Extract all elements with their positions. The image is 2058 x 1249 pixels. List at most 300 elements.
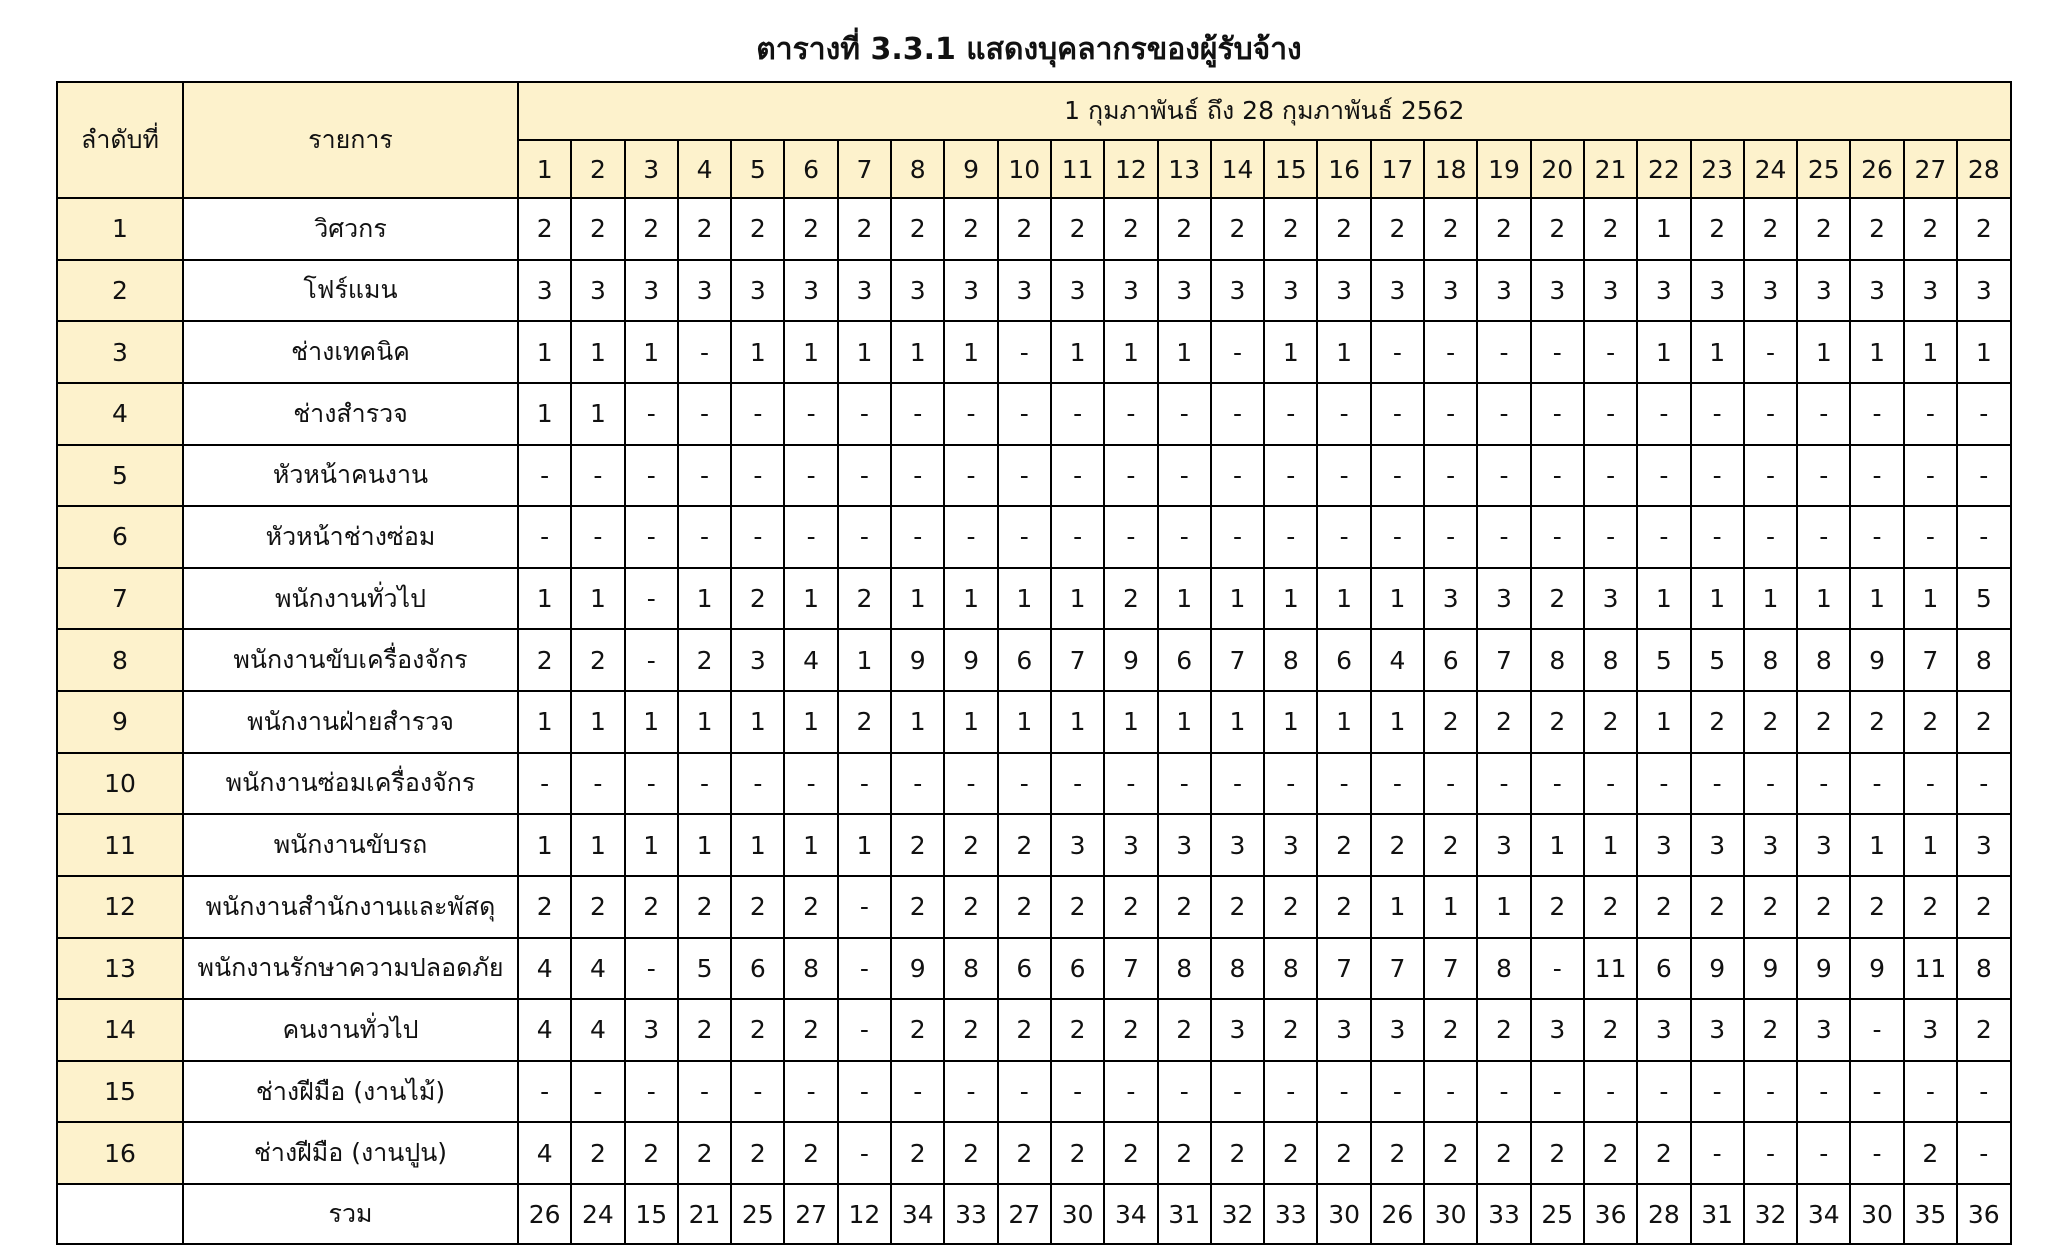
day-value-cell: 3 [731, 629, 784, 691]
day-value-cell: 8 [1957, 938, 2011, 1000]
day-value-cell: - [1584, 1061, 1637, 1123]
day-value-cell: 2 [1584, 1122, 1637, 1184]
day-value-cell: - [1850, 445, 1903, 507]
day-value-cell: 1 [518, 383, 571, 445]
day-value-cell: - [784, 753, 837, 815]
day-value-cell: 2 [838, 198, 891, 260]
day-value-cell: - [1477, 383, 1530, 445]
day-value-cell: 3 [1531, 999, 1584, 1061]
day-value-cell: 1 [1317, 568, 1370, 630]
day-value-cell: - [1797, 753, 1850, 815]
day-value-cell: - [1904, 1061, 1957, 1123]
day-value-cell: 2 [678, 999, 731, 1061]
day-value-cell: 1 [1211, 691, 1264, 753]
day-value-cell: 3 [838, 260, 891, 322]
day-value-cell: 2 [944, 999, 997, 1061]
day-value-cell: - [1637, 383, 1690, 445]
day-value-cell: 1 [1904, 321, 1957, 383]
day-value-cell: 5 [678, 938, 731, 1000]
day-value-cell: 1 [1104, 321, 1157, 383]
day-value-cell: 1 [518, 568, 571, 630]
day-value-cell: 2 [944, 876, 997, 938]
day-value-cell: 3 [1158, 260, 1211, 322]
day-value-cell: 3 [1637, 814, 1690, 876]
day-value-cell: - [1957, 445, 2011, 507]
day-header: 17 [1371, 140, 1424, 198]
row-name: พนักงานสำนักงานและพัสดุ [183, 876, 518, 938]
row-name: ช่างสำรวจ [183, 383, 518, 445]
day-value-cell: 2 [1477, 198, 1530, 260]
day-value-cell: 3 [998, 260, 1051, 322]
day-header: 9 [944, 140, 997, 198]
day-value-cell: 2 [571, 876, 624, 938]
day-value-cell: - [678, 445, 731, 507]
day-value-cell: - [1264, 383, 1317, 445]
day-value-cell: - [1424, 321, 1477, 383]
day-value-cell: 3 [1211, 260, 1264, 322]
day-value-cell: 1 [1637, 198, 1690, 260]
day-value-cell: 2 [1904, 198, 1957, 260]
day-value-cell: 1 [731, 814, 784, 876]
day-value-cell: 2 [1424, 691, 1477, 753]
day-value-cell: - [1797, 1061, 1850, 1123]
day-value-cell: 2 [838, 568, 891, 630]
day-value-cell: 2 [731, 568, 784, 630]
day-value-cell: 2 [1691, 198, 1744, 260]
day-value-cell: - [1104, 445, 1157, 507]
day-value-cell: 1 [891, 568, 944, 630]
day-value-cell: 2 [1158, 876, 1211, 938]
day-value-cell: 2 [1531, 568, 1584, 630]
day-value-cell: 3 [1211, 814, 1264, 876]
day-value-cell: - [784, 1061, 837, 1123]
day-value-cell: - [1317, 506, 1370, 568]
day-value-cell: - [1691, 506, 1744, 568]
table-row [57, 260, 2011, 322]
day-value-cell: 2 [1477, 691, 1530, 753]
day-value-cell: - [944, 753, 997, 815]
day-header: 26 [1850, 140, 1903, 198]
day-value-cell: 9 [1104, 629, 1157, 691]
day-value-cell: 1 [1371, 876, 1424, 938]
day-value-cell: - [1584, 383, 1637, 445]
day-header: 20 [1531, 140, 1584, 198]
day-value-cell: 2 [1371, 1122, 1424, 1184]
total-value-cell: 31 [1158, 1184, 1211, 1244]
day-value-cell: 2 [625, 198, 678, 260]
day-value-cell: - [1317, 445, 1370, 507]
row-number: 12 [57, 876, 183, 938]
row-name: โฟร์แมน [183, 260, 518, 322]
day-value-cell: 2 [625, 1122, 678, 1184]
row-number: 8 [57, 629, 183, 691]
day-value-cell: 3 [1797, 999, 1850, 1061]
day-value-cell: - [1904, 506, 1957, 568]
day-value-cell: - [1531, 753, 1584, 815]
day-value-cell: 3 [1317, 260, 1370, 322]
day-value-cell: - [944, 383, 997, 445]
day-value-cell: 8 [1957, 629, 2011, 691]
day-value-cell: 2 [1264, 999, 1317, 1061]
day-value-cell: 2 [891, 814, 944, 876]
day-value-cell: 4 [784, 629, 837, 691]
day-value-cell: 1 [1691, 321, 1744, 383]
day-value-cell: 8 [1264, 629, 1317, 691]
day-value-cell: 3 [1637, 999, 1690, 1061]
day-value-cell: 1 [1264, 691, 1317, 753]
day-header: 21 [1584, 140, 1637, 198]
day-value-cell: 1 [571, 321, 624, 383]
day-value-cell: 2 [1424, 1122, 1477, 1184]
day-value-cell: 2 [1211, 876, 1264, 938]
day-value-cell: 1 [1797, 321, 1850, 383]
day-value-cell: 9 [1691, 938, 1744, 1000]
day-value-cell: 7 [1477, 629, 1530, 691]
day-value-cell: 6 [998, 938, 1051, 1000]
day-value-cell: 2 [1797, 691, 1850, 753]
day-value-cell: 1 [944, 568, 997, 630]
period-header: 1 กุมภาพันธ์ ถึง 28 กุมภาพันธ์ 2562 [518, 82, 2011, 140]
day-value-cell: 9 [944, 629, 997, 691]
day-value-cell: 2 [1051, 198, 1104, 260]
day-value-cell: 3 [1317, 999, 1370, 1061]
day-value-cell: 2 [1744, 999, 1797, 1061]
total-value-cell: 30 [1850, 1184, 1903, 1244]
day-value-cell: 2 [1264, 198, 1317, 260]
day-value-cell: 3 [571, 260, 624, 322]
total-value-cell: 27 [784, 1184, 837, 1244]
day-value-cell: 2 [838, 691, 891, 753]
total-value-cell: 34 [891, 1184, 944, 1244]
day-value-cell: 2 [1744, 691, 1797, 753]
day-value-cell: 3 [891, 260, 944, 322]
day-value-cell: - [1744, 445, 1797, 507]
day-value-cell: 1 [1051, 321, 1104, 383]
day-value-cell: 4 [571, 938, 624, 1000]
day-value-cell: - [944, 445, 997, 507]
day-value-cell: 3 [1584, 260, 1637, 322]
day-header: 14 [1211, 140, 1264, 198]
day-value-cell: 2 [518, 198, 571, 260]
day-value-cell: 3 [1850, 260, 1903, 322]
day-value-cell: - [1904, 445, 1957, 507]
day-value-cell: - [1531, 321, 1584, 383]
total-value-cell: 36 [1584, 1184, 1637, 1244]
row-name: พนักงานรักษาความปลอดภัย [183, 938, 518, 1000]
total-value-cell: 21 [678, 1184, 731, 1244]
day-value-cell: - [731, 506, 784, 568]
day-header: 13 [1158, 140, 1211, 198]
day-value-cell: - [838, 1122, 891, 1184]
day-value-cell: - [1051, 1061, 1104, 1123]
day-value-cell: - [891, 1061, 944, 1123]
row-name: หัวหน้าช่างซ่อม [183, 506, 518, 568]
day-value-cell: 3 [1797, 260, 1850, 322]
day-value-cell: 2 [998, 814, 1051, 876]
day-value-cell: 2 [1051, 999, 1104, 1061]
day-value-cell: - [838, 999, 891, 1061]
day-value-cell: 3 [1424, 260, 1477, 322]
day-header: 3 [625, 140, 678, 198]
day-value-cell: 6 [731, 938, 784, 1000]
day-value-cell: - [1531, 506, 1584, 568]
day-value-cell: - [1211, 753, 1264, 815]
total-value-cell: 26 [518, 1184, 571, 1244]
day-value-cell: - [678, 1061, 731, 1123]
day-value-cell: 1 [1371, 568, 1424, 630]
day-value-cell: - [1264, 1061, 1317, 1123]
row-name: พนักงานซ่อมเครื่องจักร [183, 753, 518, 815]
day-value-cell: 8 [1531, 629, 1584, 691]
day-value-cell: 6 [998, 629, 1051, 691]
day-value-cell: 1 [1850, 321, 1903, 383]
day-value-cell: - [838, 506, 891, 568]
day-value-cell: 3 [1691, 260, 1744, 322]
day-value-cell: - [1104, 383, 1157, 445]
day-value-cell: 3 [625, 260, 678, 322]
day-value-cell: 2 [731, 1122, 784, 1184]
day-value-cell: 2 [518, 629, 571, 691]
day-value-cell: 2 [731, 999, 784, 1061]
day-value-cell: - [625, 1061, 678, 1123]
day-value-cell: - [1744, 1122, 1797, 1184]
day-value-cell: - [1797, 1122, 1850, 1184]
row-name: ช่างฝีมือ (งานปูน) [183, 1122, 518, 1184]
day-value-cell: 2 [1104, 1122, 1157, 1184]
day-value-cell: - [1637, 506, 1690, 568]
day-value-cell: - [1371, 506, 1424, 568]
row-number: 4 [57, 383, 183, 445]
day-value-cell: 1 [944, 691, 997, 753]
day-value-cell: 1 [944, 321, 997, 383]
day-value-cell: 4 [571, 999, 624, 1061]
day-value-cell: - [838, 876, 891, 938]
day-value-cell: 3 [1158, 814, 1211, 876]
day-value-cell: 2 [998, 1122, 1051, 1184]
day-value-cell: - [1211, 383, 1264, 445]
day-value-cell: - [571, 1061, 624, 1123]
table-row [57, 629, 2011, 691]
total-value-cell: 26 [1371, 1184, 1424, 1244]
total-value-cell: 12 [838, 1184, 891, 1244]
day-value-cell: 3 [1264, 260, 1317, 322]
day-value-cell: 2 [1371, 198, 1424, 260]
table-row [57, 814, 2011, 876]
day-value-cell: 8 [1584, 629, 1637, 691]
day-value-cell: - [571, 506, 624, 568]
day-value-cell: 2 [1744, 198, 1797, 260]
day-value-cell: 1 [518, 814, 571, 876]
day-value-cell: 5 [1691, 629, 1744, 691]
day-value-cell: - [1051, 383, 1104, 445]
day-value-cell: 2 [678, 629, 731, 691]
day-value-cell: 1 [678, 568, 731, 630]
day-value-cell: 1 [1584, 814, 1637, 876]
day-value-cell: 2 [784, 198, 837, 260]
day-value-cell: 1 [678, 691, 731, 753]
day-value-cell: - [1371, 1061, 1424, 1123]
day-value-cell: 3 [625, 999, 678, 1061]
total-value-cell: 27 [998, 1184, 1051, 1244]
day-value-cell: - [998, 383, 1051, 445]
day-value-cell: 1 [1424, 876, 1477, 938]
day-value-cell: - [998, 1061, 1051, 1123]
day-value-cell: - [1211, 445, 1264, 507]
day-value-cell: - [1637, 753, 1690, 815]
row-name: หัวหน้าคนงาน [183, 445, 518, 507]
table-row [57, 568, 2011, 630]
day-value-cell: - [1957, 1122, 2011, 1184]
day-value-cell: - [1850, 1122, 1903, 1184]
day-value-cell: 1 [1797, 568, 1850, 630]
day-value-cell: 1 [518, 321, 571, 383]
day-value-cell: 1 [1264, 321, 1317, 383]
day-value-cell: 6 [1158, 629, 1211, 691]
day-value-cell: - [518, 753, 571, 815]
day-value-cell: 3 [944, 260, 997, 322]
day-value-cell: 2 [1104, 568, 1157, 630]
row-number: 2 [57, 260, 183, 322]
day-value-cell: 1 [625, 691, 678, 753]
day-value-cell: - [678, 753, 731, 815]
total-blank-cell [57, 1184, 183, 1244]
order-header: ลำดับที่ [57, 82, 183, 198]
day-value-cell: 8 [1264, 938, 1317, 1000]
day-value-cell: 2 [891, 1122, 944, 1184]
day-value-cell: - [784, 383, 837, 445]
day-value-cell: 3 [1957, 260, 2011, 322]
table-row [57, 1122, 2011, 1184]
day-value-cell: 3 [1744, 260, 1797, 322]
day-value-cell: 1 [1051, 568, 1104, 630]
row-number: 14 [57, 999, 183, 1061]
day-value-cell: 3 [518, 260, 571, 322]
day-value-cell: - [1850, 1061, 1903, 1123]
day-value-cell: - [1957, 753, 2011, 815]
day-value-cell: 2 [625, 876, 678, 938]
day-header: 12 [1104, 140, 1157, 198]
day-value-cell: - [891, 445, 944, 507]
day-value-cell: - [1531, 383, 1584, 445]
day-value-cell: - [1104, 506, 1157, 568]
day-value-cell: 2 [1691, 876, 1744, 938]
day-value-cell: 1 [625, 814, 678, 876]
day-value-cell: - [625, 938, 678, 1000]
day-value-cell: 2 [998, 198, 1051, 260]
day-value-cell: 3 [1211, 999, 1264, 1061]
day-value-cell: 5 [1957, 568, 2011, 630]
day-value-cell: 8 [1477, 938, 1530, 1000]
day-value-cell: 1 [1104, 691, 1157, 753]
day-value-cell: 3 [678, 260, 731, 322]
day-value-cell: - [1264, 445, 1317, 507]
day-value-cell: - [944, 1061, 997, 1123]
row-name: พนักงานขับรถ [183, 814, 518, 876]
total-value-cell: 30 [1051, 1184, 1104, 1244]
day-value-cell: 11 [1904, 938, 1957, 1000]
day-value-cell: 2 [1904, 1122, 1957, 1184]
day-value-cell: - [1424, 383, 1477, 445]
day-value-cell: - [1744, 753, 1797, 815]
day-value-cell: 2 [1371, 814, 1424, 876]
total-value-cell: 15 [625, 1184, 678, 1244]
day-value-cell: 2 [1850, 876, 1903, 938]
day-value-cell: 2 [1531, 876, 1584, 938]
day-value-cell: 3 [1371, 260, 1424, 322]
day-value-cell: - [1211, 1061, 1264, 1123]
day-value-cell: 4 [518, 1122, 571, 1184]
day-value-cell: 8 [1744, 629, 1797, 691]
day-value-cell: 1 [1850, 814, 1903, 876]
total-value-cell: 35 [1904, 1184, 1957, 1244]
day-value-cell: - [838, 1061, 891, 1123]
day-value-cell: 1 [784, 691, 837, 753]
day-value-cell: - [625, 445, 678, 507]
day-value-cell: - [1531, 445, 1584, 507]
day-value-cell: 1 [625, 321, 678, 383]
day-value-cell: - [1797, 383, 1850, 445]
day-value-cell: 1 [838, 629, 891, 691]
day-value-cell: 2 [571, 198, 624, 260]
total-value-cell: 28 [1637, 1184, 1690, 1244]
day-value-cell: - [1158, 753, 1211, 815]
day-value-cell: - [998, 753, 1051, 815]
day-value-cell: 2 [1957, 198, 2011, 260]
day-value-cell: 1 [1317, 691, 1370, 753]
day-value-cell: 1 [518, 691, 571, 753]
day-value-cell: - [1850, 383, 1903, 445]
day-value-cell: 2 [1957, 876, 2011, 938]
row-name: พนักงานขับเครื่องจักร [183, 629, 518, 691]
day-value-cell: 2 [944, 198, 997, 260]
day-value-cell: 3 [1424, 568, 1477, 630]
table-row [57, 876, 2011, 938]
day-value-cell: 2 [1850, 198, 1903, 260]
day-value-cell: - [1957, 383, 2011, 445]
day-value-cell: - [838, 938, 891, 1000]
day-value-cell: 1 [784, 814, 837, 876]
day-value-cell: - [1744, 506, 1797, 568]
day-value-cell: 7 [1104, 938, 1157, 1000]
day-value-cell: 7 [1051, 629, 1104, 691]
day-value-cell: 9 [1850, 629, 1903, 691]
total-value-cell: 34 [1104, 1184, 1157, 1244]
day-value-cell: 2 [1158, 1122, 1211, 1184]
day-value-cell: - [518, 506, 571, 568]
day-value-cell: 11 [1584, 938, 1637, 1000]
day-value-cell: 8 [944, 938, 997, 1000]
row-number: 11 [57, 814, 183, 876]
day-value-cell: 3 [1584, 568, 1637, 630]
day-value-cell: 1 [1531, 814, 1584, 876]
day-value-cell: 2 [1531, 198, 1584, 260]
day-value-cell: 2 [944, 1122, 997, 1184]
day-value-cell: 3 [1904, 260, 1957, 322]
day-value-cell: - [1531, 938, 1584, 1000]
day-value-cell: 1 [1957, 321, 2011, 383]
day-value-cell: 9 [891, 629, 944, 691]
day-value-cell: 1 [571, 568, 624, 630]
day-header: 23 [1691, 140, 1744, 198]
table-row [57, 445, 2011, 507]
day-header: 5 [731, 140, 784, 198]
day-value-cell: - [1584, 445, 1637, 507]
row-number: 15 [57, 1061, 183, 1123]
table-title: ตารางที่ 3.3.1 แสดงบุคลากรของผู้รับจ้าง [756, 32, 1302, 67]
day-value-cell: 2 [1637, 1122, 1690, 1184]
day-value-cell: - [1477, 753, 1530, 815]
day-value-cell: 1 [1904, 814, 1957, 876]
